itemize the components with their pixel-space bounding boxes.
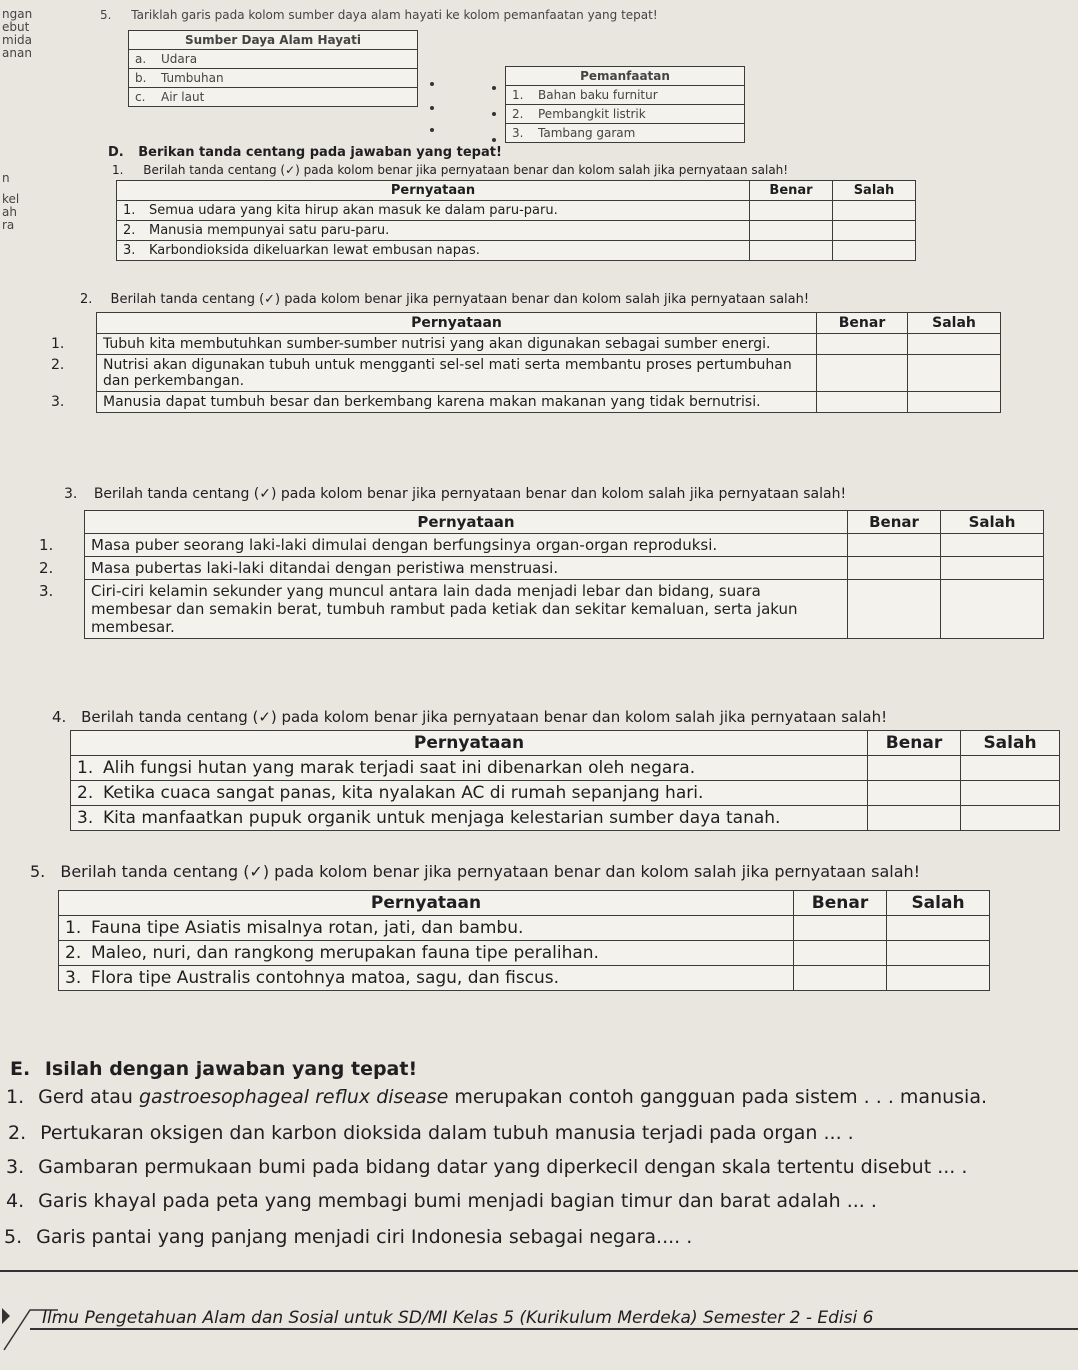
false-checkbox[interactable] bbox=[833, 241, 916, 261]
footer-rule bbox=[0, 1270, 1078, 1272]
table-row bbox=[59, 916, 990, 941]
table-row bbox=[117, 221, 916, 241]
statement: 3. Flora tipe Australis contohnya matoa, sagu, dan fiscus. bbox=[59, 966, 794, 991]
statement: 3. Ciri-ciri kelamin sekunder yang muncul antara lain dada menjadi lebar dan bidang, suara membesar dan semakin berat, tumbuh rambut pada ketiak dan sekitar kemaluan, serta jakun membesar. bbox=[85, 580, 848, 639]
true-checkbox[interactable] bbox=[817, 334, 908, 355]
section-e-letter: E. bbox=[10, 1058, 31, 1080]
matching-instruction: Tariklah garis pada kolom sumber daya alam hayati ke kolom pemanfaatan yang tepat! bbox=[131, 8, 658, 22]
true-checkbox[interactable] bbox=[848, 557, 941, 580]
list-item: 1. Gerd atau gastroesophageal reflux disease merupakan contoh gangguan pada sistem . . . manusia. bbox=[6, 1086, 988, 1108]
margin-fragment: ngan bbox=[2, 7, 33, 21]
margin-fragments bbox=[2, 8, 52, 60]
true-checkbox[interactable] bbox=[848, 580, 941, 639]
table-row bbox=[117, 201, 916, 221]
table-row bbox=[85, 534, 1044, 557]
usage-item[interactable]: 3. Tambang garam bbox=[506, 124, 745, 143]
header-true: Benar bbox=[817, 313, 908, 334]
table-row bbox=[97, 392, 1001, 413]
q2-table bbox=[51, 312, 1001, 413]
usage-table bbox=[505, 66, 745, 143]
statement: 3. Kita manfaatkan pupuk organik untuk menjaga kelestarian sumber daya tanah. bbox=[71, 806, 868, 831]
true-checkbox[interactable] bbox=[750, 241, 833, 261]
header-statement: Pernyataan bbox=[71, 731, 868, 756]
false-checkbox[interactable] bbox=[941, 580, 1044, 639]
statement: 1. Fauna tipe Asiatis misalnya rotan, jati, dan bambu. bbox=[59, 916, 794, 941]
matching-dot bbox=[492, 112, 496, 116]
header-false: Salah bbox=[908, 313, 1001, 334]
header-true: Benar bbox=[750, 181, 833, 201]
false-checkbox[interactable] bbox=[887, 916, 990, 941]
margin-fragment: ebut bbox=[2, 20, 30, 34]
q2-number: 2. bbox=[80, 292, 93, 307]
table-row bbox=[71, 756, 1060, 781]
section-e-heading bbox=[10, 1058, 417, 1080]
header-statement: Pernyataan bbox=[117, 181, 750, 201]
q1-table bbox=[116, 180, 916, 261]
resource-header: Sumber Daya Alam Hayati bbox=[129, 31, 418, 50]
statement: 2. Nutrisi akan digunakan tubuh untuk mengganti sel-sel mati serta membantu proses pertumbuhan dan perkembangan. bbox=[97, 355, 817, 392]
matching-dot bbox=[492, 86, 496, 90]
true-checkbox[interactable] bbox=[794, 966, 887, 991]
false-checkbox[interactable] bbox=[941, 557, 1044, 580]
margin-fragment: kel bbox=[2, 192, 20, 206]
false-checkbox[interactable] bbox=[908, 392, 1001, 413]
q1-instruction: 1. Berilah tanda centang (✓) pada kolom benar jika pernyataan benar dan kolom salah jika pernyataan salah! bbox=[112, 163, 789, 177]
list-item: 4. Garis khayal pada peta yang membagi bumi menjadi bagian timur dan barat adalah ... . bbox=[6, 1190, 877, 1212]
header-statement: Pernyataan bbox=[59, 891, 794, 916]
table-row bbox=[97, 334, 1001, 355]
header-false: Salah bbox=[961, 731, 1060, 756]
resource-item[interactable]: c. Air laut bbox=[129, 88, 418, 107]
margin-fragments-2 bbox=[2, 172, 42, 232]
matching-dot bbox=[430, 128, 434, 132]
table-row bbox=[85, 580, 1044, 639]
header-true: Benar bbox=[848, 511, 941, 534]
true-checkbox[interactable] bbox=[750, 201, 833, 221]
q4-number: 4. bbox=[52, 708, 67, 726]
statement: 1. Masa puber seorang laki-laki dimulai dengan berfungsinya organ-organ reproduksi. bbox=[85, 534, 848, 557]
statement: 2. Masa pubertas laki-laki ditandai dengan peristiwa menstruasi. bbox=[85, 557, 848, 580]
table-row bbox=[117, 241, 916, 261]
false-checkbox[interactable] bbox=[961, 806, 1060, 831]
false-checkbox[interactable] bbox=[833, 221, 916, 241]
q4-table bbox=[70, 730, 1060, 831]
margin-fragment: ra bbox=[2, 218, 15, 232]
statement: 2. Manusia mempunyai satu paru-paru. bbox=[117, 221, 750, 241]
usage-item[interactable]: 1. Bahan baku furnitur bbox=[506, 86, 745, 105]
false-checkbox[interactable] bbox=[833, 201, 916, 221]
resource-table bbox=[128, 30, 418, 107]
true-checkbox[interactable] bbox=[817, 355, 908, 392]
header-statement: Pernyataan bbox=[97, 313, 817, 334]
statement: 1. Alih fungsi hutan yang marak terjadi saat ini dibenarkan oleh negara. bbox=[71, 756, 868, 781]
header-false: Salah bbox=[833, 181, 916, 201]
footer-text: Ilmu Pengetahuan Alam dan Sosial untuk SD/MI Kelas 5 (Kurikulum Merdeka) Semester 2 - Edisi 6 bbox=[42, 1308, 874, 1328]
list-item: 3. Gambaran permukaan bumi pada bidang datar yang diperkecil dengan skala tertentu disebut ... . bbox=[6, 1156, 968, 1178]
table-row bbox=[71, 781, 1060, 806]
resource-item[interactable]: a. Udara bbox=[129, 50, 418, 69]
table-row bbox=[71, 806, 1060, 831]
header-true: Benar bbox=[794, 891, 887, 916]
statement: 1. Semua udara yang kita hirup akan masuk ke dalam paru-paru. bbox=[117, 201, 750, 221]
matching-dot bbox=[430, 82, 434, 86]
matching-dot bbox=[492, 138, 496, 142]
statement: 3. Manusia dapat tumbuh besar dan berkembang karena makan makanan yang tidak bernutrisi. bbox=[97, 392, 817, 413]
matching-question bbox=[100, 8, 820, 22]
statement: 2. Ketika cuaca sangat panas, kita nyalakan AC di rumah sepanjang hari. bbox=[71, 781, 868, 806]
section-e-title: Isilah dengan jawaban yang tepat! bbox=[44, 1058, 418, 1080]
false-checkbox[interactable] bbox=[887, 941, 990, 966]
margin-fragment: n bbox=[2, 171, 10, 185]
statement: 1. Tubuh kita membutuhkan sumber-sumber nutrisi yang akan digunakan sebagai sumber energi. bbox=[97, 334, 817, 355]
section-d-heading bbox=[108, 145, 502, 160]
true-checkbox[interactable] bbox=[868, 756, 961, 781]
q5-table bbox=[58, 890, 990, 991]
section-d-title: Berikan tanda centang pada jawaban yang tepat! bbox=[138, 145, 502, 160]
true-checkbox[interactable] bbox=[794, 941, 887, 966]
q3-instruction: 3. Berilah tanda centang (✓) pada kolom benar jika pernyataan benar dan kolom salah jika pernyataan salah! bbox=[64, 486, 847, 502]
margin-fragment: mida bbox=[2, 33, 32, 47]
table-row bbox=[85, 557, 1044, 580]
matching-dot bbox=[430, 106, 434, 110]
list-item: 5. Garis pantai yang panjang menjadi ciri Indonesia sebagai negara.... . bbox=[4, 1226, 693, 1248]
statement: 3. Karbondioksida dikeluarkan lewat embusan napas. bbox=[117, 241, 750, 261]
margin-fragment: ah bbox=[2, 205, 17, 219]
resource-item[interactable]: b. Tumbuhan bbox=[129, 69, 418, 88]
q5-instruction: 5. Berilah tanda centang (✓) pada kolom benar jika pernyataan benar dan kolom salah jika pernyataan salah! bbox=[30, 862, 921, 881]
table-row bbox=[97, 355, 1001, 392]
true-checkbox[interactable] bbox=[868, 781, 961, 806]
true-checkbox[interactable] bbox=[750, 221, 833, 241]
q2-instruction: 2. Berilah tanda centang (✓) pada kolom benar jika pernyataan benar dan kolom salah jika pernyataan salah! bbox=[80, 292, 810, 307]
true-checkbox[interactable] bbox=[848, 534, 941, 557]
q1-number: 1. bbox=[112, 163, 124, 177]
q3-table bbox=[39, 510, 1044, 639]
true-checkbox[interactable] bbox=[794, 916, 887, 941]
true-checkbox[interactable] bbox=[868, 806, 961, 831]
false-checkbox[interactable] bbox=[961, 781, 1060, 806]
q3-number: 3. bbox=[64, 486, 78, 502]
usage-header: Pemanfaatan bbox=[506, 67, 745, 86]
table-row bbox=[59, 966, 990, 991]
false-checkbox[interactable] bbox=[887, 966, 990, 991]
margin-fragment: anan bbox=[2, 46, 32, 60]
false-checkbox[interactable] bbox=[961, 756, 1060, 781]
q4-instruction: 4. Berilah tanda centang (✓) pada kolom benar jika pernyataan benar dan kolom salah jika pernyataan salah! bbox=[52, 708, 888, 726]
section-d-letter: D. bbox=[108, 145, 124, 160]
usage-item[interactable]: 2. Pembangkit listrik bbox=[506, 105, 745, 124]
false-checkbox[interactable] bbox=[941, 534, 1044, 557]
true-checkbox[interactable] bbox=[817, 392, 908, 413]
statement: 2. Maleo, nuri, dan rangkong merupakan fauna tipe peralihan. bbox=[59, 941, 794, 966]
list-item: 2. Pertukaran oksigen dan karbon dioksida dalam tubuh manusia terjadi pada organ ... . bbox=[8, 1122, 854, 1144]
header-statement: Pernyataan bbox=[85, 511, 848, 534]
header-false: Salah bbox=[941, 511, 1044, 534]
matching-number: 5. bbox=[100, 8, 112, 22]
false-checkbox[interactable] bbox=[908, 355, 1001, 392]
table-row bbox=[59, 941, 990, 966]
q5-number: 5. bbox=[30, 862, 46, 881]
header-true: Benar bbox=[868, 731, 961, 756]
footer-rule-bottom bbox=[30, 1328, 1078, 1330]
false-checkbox[interactable] bbox=[908, 334, 1001, 355]
header-false: Salah bbox=[887, 891, 990, 916]
